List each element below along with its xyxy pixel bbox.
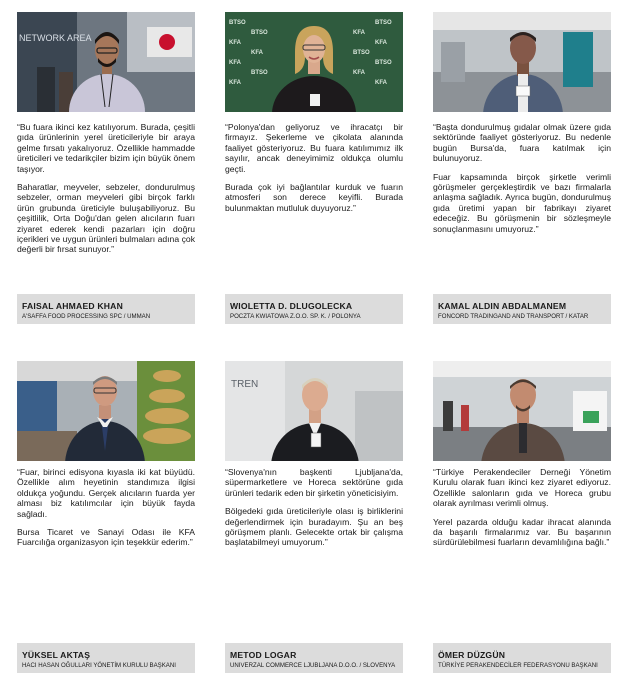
person-organization: UNIVERZAL COMMERCE LJUBLJANA D.O.O. / SLOVENYA — [230, 662, 396, 669]
quote-paragraph-2: Fuar kapsamında birçok şirketle verimli görüşmeler gerçekleştirdik ve bazı firmalarla anlaşma sağladık. Ayrıca bugün, dondurulmuş gıda üretimi yapan bir fabrikayı ziyaret edeceğiz. Bu görüşmenin bir sözleşmeyle sonuçlanmasını umuyoruz.” — [433, 171, 611, 234]
testimonial-quote — [433, 467, 611, 556]
testimonial-quote — [17, 467, 195, 556]
name-box — [225, 643, 403, 673]
svg-text:BTSO: BTSO — [251, 30, 268, 36]
name-box — [433, 294, 611, 324]
person-name: ÖMER DÜZGÜN — [438, 650, 506, 660]
person-organization: TÜRKİYE PERAKENDECİLER FEDERASYONU BAŞKANI — [438, 662, 598, 669]
portrait-photo-image — [225, 12, 403, 112]
portrait-photo — [17, 12, 195, 112]
name-box — [433, 643, 611, 673]
name-box — [225, 294, 403, 324]
quote-paragraph-1: “Fuar, birinci edisyona kıyasla iki kat büyüdü. Özellikle alım heyetinin standımıza ilgisi oldukça yoğundu. Gerçek alıcıların fuarda yer alması biz katılımcılar için büyük fayda sağladı. — [17, 467, 195, 519]
quote-paragraph-2: Baharatlar, meyveler, sebzeler, dondurulmuş sebzeler, orman meyveleri gibi birçok farklı ürün grubunda üreticiyle buluşabiliyoruz. Bu çeşitlilik, Orta Doğu'dan gelen alıcıların fuarı ziyaret ederek kendi pazarları için doğru içerikleri ve uygun ürünleri bulmaları adına çok değerli bir fırsat sunuyor.” — [17, 182, 195, 255]
svg-text:BTSO: BTSO — [375, 20, 392, 26]
portrait-photo-image — [17, 361, 195, 461]
testimonial-quote — [433, 122, 611, 242]
person-name: KAMAL ALDIN ABDALMANEM — [438, 301, 567, 311]
svg-text:KFA: KFA — [229, 60, 241, 66]
portrait-photo — [433, 361, 611, 461]
quote-paragraph-2: Burada çok iyi bağlantılar kurduk ve fuarın atmosferi son derece keyifli. Burada bulunmaktan mutluluk duyuyoruz.” — [225, 182, 403, 213]
quote-paragraph-2: Yerel pazarda olduğu kadar ihracat alanında da başarılı firmalarımız var. Bu başarının sürdürülebilmesi fuarların devamlılığına bağlı.” — [433, 516, 611, 548]
svg-text:KFA: KFA — [375, 80, 387, 86]
svg-text:BTSO: BTSO — [353, 50, 370, 56]
portrait-photo — [225, 12, 403, 112]
portrait-photo-image — [225, 361, 403, 461]
svg-text:KFA: KFA — [229, 80, 241, 86]
person-name: FAISAL AHMAED KHAN — [22, 301, 123, 311]
quote-paragraph-1: “Polonya'dan geliyoruz ve ihracatçı bir firmayız. Şekerleme ve çikolata alanında faaliyet gösteriyoruz. Bu fuara katılımımız ilk sayılır, ancak deneyimimiz oldukça olumlu geçti. — [225, 122, 403, 174]
portrait-photo — [433, 12, 611, 112]
person-name: METOD LOGAR — [230, 650, 297, 660]
svg-text:BTSO: BTSO — [251, 70, 268, 76]
quote-paragraph-2: Bursa Ticaret ve Sanayi Odası ile KFA Fuarcılığa organizasyon için teşekkür ederim.” — [17, 527, 195, 548]
person-organization: POCZTA KWIATOWA Z.O.O. SP. K. / POLONYA — [230, 313, 361, 320]
quote-paragraph-1: “Slovenya'nın başkenti Ljubljana'da, süpermarketlere ve Horeca sektörüne gıda ürünleri tedarik eden bir şirketin yöneticisiyim. — [225, 467, 403, 498]
quote-paragraph-2: Bölgedeki gıda üreticileriyle olası iş birliklerini değerlendirmek için buradayım. Şu an beş görüşmem planlı. Gelecekte ortak bir çalışma başlatabilmeyi umuyorum.” — [225, 506, 403, 548]
name-box — [17, 643, 195, 673]
person-organization: HACI HASAN OĞULLARI YÖNETİM KURULU BAŞKANI — [22, 662, 176, 669]
svg-text:KFA: KFA — [353, 30, 365, 36]
quote-paragraph-1: “Bu fuara ikinci kez katılıyorum. Burada, çeşitli gıda ürünlerinin yerel üreticileriyle bir araya gelme fırsatı yakalıyoruz. Özellikle hammadde üreticileri ve tedarikçiler bizim için büyük önem taşıyor. — [17, 122, 195, 174]
testimonial-quote — [225, 122, 403, 221]
svg-text:BTSO: BTSO — [375, 60, 392, 66]
photo-sign-text: TREN — [231, 379, 259, 390]
person-name: YÜKSEL AKTAŞ — [22, 650, 91, 660]
portrait-photo — [17, 361, 195, 461]
svg-text:KFA: KFA — [375, 40, 387, 46]
svg-text:KFA: KFA — [229, 40, 241, 46]
svg-text:KFA: KFA — [251, 50, 263, 56]
name-box — [17, 294, 195, 324]
quote-paragraph-1: “Türkiye Perakendeciler Derneği Yönetim Kurulu olarak fuarı ikinci kez ziyaret ediyoruz. Özellikle salonların gıda ve Horeca grubu olarak ayrılması verimli olmuş. — [433, 467, 611, 509]
portrait-photo-image — [17, 12, 195, 112]
person-organization: FONCORD TRADINGAND AND TRANSPORT / KATAR — [438, 313, 589, 320]
photo-sign-text: BTSO — [229, 20, 246, 26]
testimonial-quote — [225, 467, 403, 556]
person-name: WIOLETTA D. DLUGOLECKA — [230, 301, 353, 311]
portrait-photo — [225, 361, 403, 461]
portrait-photo-image — [433, 361, 611, 461]
quote-paragraph-1: “Başta dondurulmuş gıdalar olmak üzere gıda sektöründe faaliyet gösteriyoruz. Bu nedenle bugün Bursa'da, fuara katılmak için bulunuyoruz. — [433, 122, 611, 164]
testimonial-quote — [17, 122, 195, 263]
photo-sign-text: NETWORK AREA — [19, 33, 92, 43]
portrait-photo-image — [433, 12, 611, 112]
svg-text:KFA: KFA — [353, 70, 365, 76]
person-organization: A'SAFFA FOOD PROCESSING SPC / UMMAN — [22, 313, 151, 320]
